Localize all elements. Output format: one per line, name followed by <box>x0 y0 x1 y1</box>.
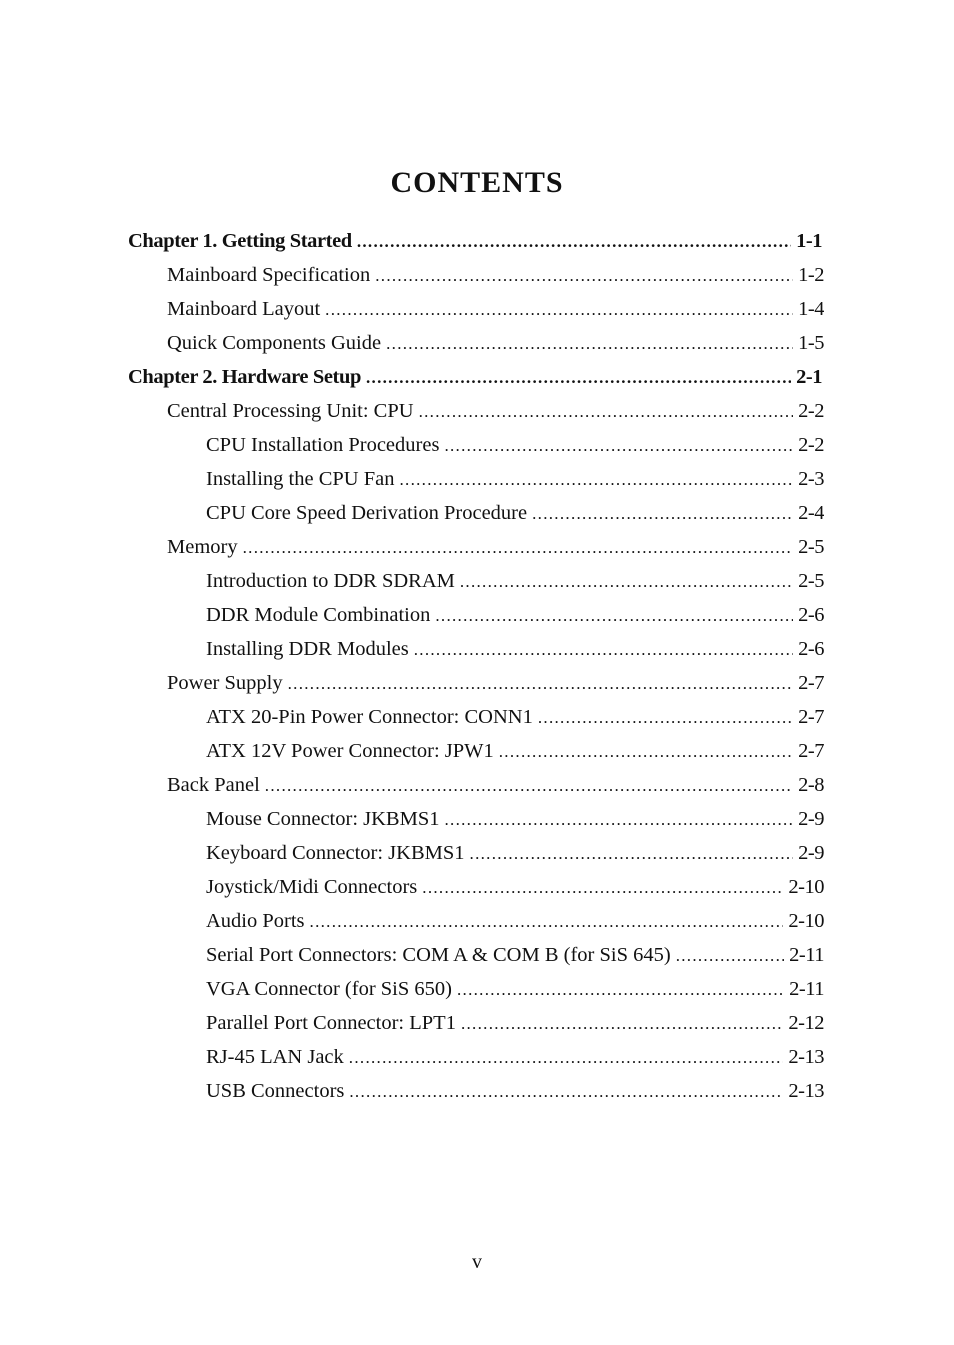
table-of-contents <box>0 224 954 1108</box>
toc-entry-page: 2-6 <box>798 604 824 626</box>
toc-entry-line <box>167 258 824 292</box>
toc-entry-page: 2-2 <box>798 434 824 456</box>
toc-entry-page: 2-1 <box>796 366 822 388</box>
toc-entry <box>0 904 954 938</box>
toc-entry-title: ATX 20-Pin Power Connector: CONN1 <box>206 706 533 728</box>
toc-entry <box>0 530 954 564</box>
toc-entry-title: Memory <box>167 536 238 558</box>
toc-entry-line <box>206 1074 824 1108</box>
toc-dot-leader <box>499 735 793 768</box>
toc-dot-leader <box>422 871 783 904</box>
toc-dot-leader <box>470 837 794 870</box>
toc-entry-line <box>206 700 824 734</box>
toc-entry-title: Central Processing Unit: CPU <box>167 400 414 422</box>
toc-entry <box>0 292 954 326</box>
toc-entry-title: Power Supply <box>167 672 283 694</box>
toc-entry-page: 1-4 <box>798 298 824 320</box>
toc-dot-leader <box>349 1075 783 1108</box>
toc-entry-title: RJ-45 LAN Jack <box>206 1046 344 1068</box>
toc-entry-title: Introduction to DDR SDRAM <box>206 570 455 592</box>
toc-entry <box>0 836 954 870</box>
toc-entry <box>0 1040 954 1074</box>
toc-entry-title: USB Connectors <box>206 1080 345 1102</box>
toc-entry-title: Quick Components Guide <box>167 332 382 354</box>
toc-entry-title: Back Panel <box>167 774 260 796</box>
toc-entry <box>0 768 954 802</box>
toc-entry <box>0 394 954 428</box>
toc-entry-page: 2-9 <box>798 808 824 830</box>
toc-entry-line <box>206 1006 824 1040</box>
toc-entry-title: Mainboard Layout <box>167 298 321 320</box>
toc-entry-line <box>206 734 824 768</box>
toc-entry <box>0 598 954 632</box>
toc-entry-title: Joystick/Midi Connectors <box>206 876 418 898</box>
toc-entry-page: 2-2 <box>798 400 824 422</box>
toc-dot-leader <box>366 361 791 394</box>
toc-entry <box>0 802 954 836</box>
toc-entry <box>0 1074 954 1108</box>
toc-entry-line <box>167 394 824 428</box>
toc-entry-line <box>206 632 824 666</box>
toc-entry-title: VGA Connector (for SiS 650) <box>206 978 452 1000</box>
toc-dot-leader <box>265 769 793 802</box>
toc-entry-title: Keyboard Connector: JKBMS1 <box>206 842 465 864</box>
toc-entry-page: 2-5 <box>798 570 824 592</box>
toc-entry-line <box>206 904 824 938</box>
toc-entry-page: 2-3 <box>798 468 824 490</box>
toc-dot-leader <box>243 531 794 564</box>
toc-entry-title: Chapter 1. Getting Started <box>128 230 352 252</box>
toc-dot-leader <box>444 429 793 462</box>
toc-entry-title: Mouse Connector: JKBMS1 <box>206 808 440 830</box>
toc-entry-title: Serial Port Connectors: COM A & COM B (for SiS 645) <box>206 944 671 966</box>
toc-entry-title: CPU Installation Procedures <box>206 434 440 456</box>
toc-entry-line <box>206 462 824 496</box>
toc-entry-title: Parallel Port Connector: LPT1 <box>206 1012 456 1034</box>
toc-dot-leader <box>444 803 793 836</box>
toc-dot-leader <box>375 259 793 292</box>
toc-dot-leader <box>461 1007 783 1040</box>
toc-entry-page: 2-13 <box>788 1046 824 1068</box>
toc-entry-title: DDR Module Combination <box>206 604 431 626</box>
toc-entry-page: 2-4 <box>798 502 824 524</box>
toc-entry <box>0 700 954 734</box>
toc-entry-line <box>206 870 824 904</box>
toc-chapter-entry <box>0 224 954 258</box>
toc-dot-leader <box>399 463 793 496</box>
toc-dot-leader <box>288 667 794 700</box>
toc-entry-page: 2-7 <box>798 672 824 694</box>
toc-entry-line <box>167 530 824 564</box>
toc-dot-leader <box>310 905 784 938</box>
toc-dot-leader <box>460 565 793 598</box>
toc-entry-title: Chapter 2. Hardware Setup <box>128 366 361 388</box>
toc-dot-leader <box>419 395 794 428</box>
toc-entry-page: 1-2 <box>798 264 824 286</box>
toc-entry-page: 2-7 <box>798 706 824 728</box>
toc-entry-page: 2-5 <box>798 536 824 558</box>
toc-entry-page: 2-9 <box>798 842 824 864</box>
toc-entry-line <box>128 360 824 394</box>
toc-entry <box>0 462 954 496</box>
page-title: CONTENTS <box>390 166 564 199</box>
toc-dot-leader <box>357 225 791 258</box>
toc-dot-leader <box>435 599 793 632</box>
toc-dot-leader <box>325 293 793 326</box>
toc-entry-title: CPU Core Speed Derivation Procedure <box>206 502 528 524</box>
toc-entry-line <box>206 972 824 1006</box>
toc-entry-page: 2-12 <box>788 1012 824 1034</box>
toc-entry <box>0 258 954 292</box>
toc-entry-line <box>206 598 824 632</box>
toc-entry-line <box>206 938 824 972</box>
toc-entry-line <box>206 496 824 530</box>
toc-entry-page: 2-10 <box>788 910 824 932</box>
toc-entry <box>0 870 954 904</box>
toc-entry-page: 2-11 <box>789 944 824 966</box>
toc-dot-leader <box>457 973 784 1006</box>
toc-entry-line <box>206 428 824 462</box>
toc-entry-page: 2-10 <box>788 876 824 898</box>
toc-entry-line <box>206 1040 824 1074</box>
toc-entry <box>0 666 954 700</box>
toc-dot-leader <box>386 327 793 360</box>
toc-entry-line <box>167 768 824 802</box>
toc-entry-page: 2-6 <box>798 638 824 660</box>
toc-entry <box>0 734 954 768</box>
toc-entry <box>0 326 954 360</box>
toc-chapter-entry <box>0 360 954 394</box>
toc-entry-line <box>206 836 824 870</box>
toc-entry-title: Audio Ports <box>206 910 305 932</box>
toc-entry <box>0 632 954 666</box>
toc-entry <box>0 496 954 530</box>
toc-entry <box>0 564 954 598</box>
toc-entry-line <box>128 224 824 258</box>
toc-dot-leader <box>676 939 784 972</box>
toc-dot-leader <box>538 701 793 734</box>
toc-entry <box>0 938 954 972</box>
toc-entry-page: 1-1 <box>796 230 822 252</box>
toc-entry-page: 2-8 <box>798 774 824 796</box>
toc-entry-page: 1-5 <box>798 332 824 354</box>
toc-entry <box>0 972 954 1006</box>
toc-dot-leader <box>414 633 793 666</box>
toc-entry-line <box>167 326 824 360</box>
toc-entry-title: ATX 12V Power Connector: JPW1 <box>206 740 494 762</box>
page-number: v <box>472 1251 482 1273</box>
toc-entry <box>0 1006 954 1040</box>
toc-entry-line <box>206 564 824 598</box>
toc-entry-line <box>167 666 824 700</box>
toc-entry-title: Mainboard Specification <box>167 264 371 286</box>
toc-entry-page: 2-13 <box>788 1080 824 1102</box>
toc-entry-title: Installing the CPU Fan <box>206 468 395 490</box>
toc-entry-page: 2-11 <box>789 978 824 1000</box>
toc-dot-leader <box>349 1041 784 1074</box>
toc-entry <box>0 428 954 462</box>
toc-entry-line <box>206 802 824 836</box>
toc-entry-title: Installing DDR Modules <box>206 638 409 660</box>
toc-entry-line <box>167 292 824 326</box>
toc-dot-leader <box>532 497 793 530</box>
toc-entry-page: 2-7 <box>798 740 824 762</box>
